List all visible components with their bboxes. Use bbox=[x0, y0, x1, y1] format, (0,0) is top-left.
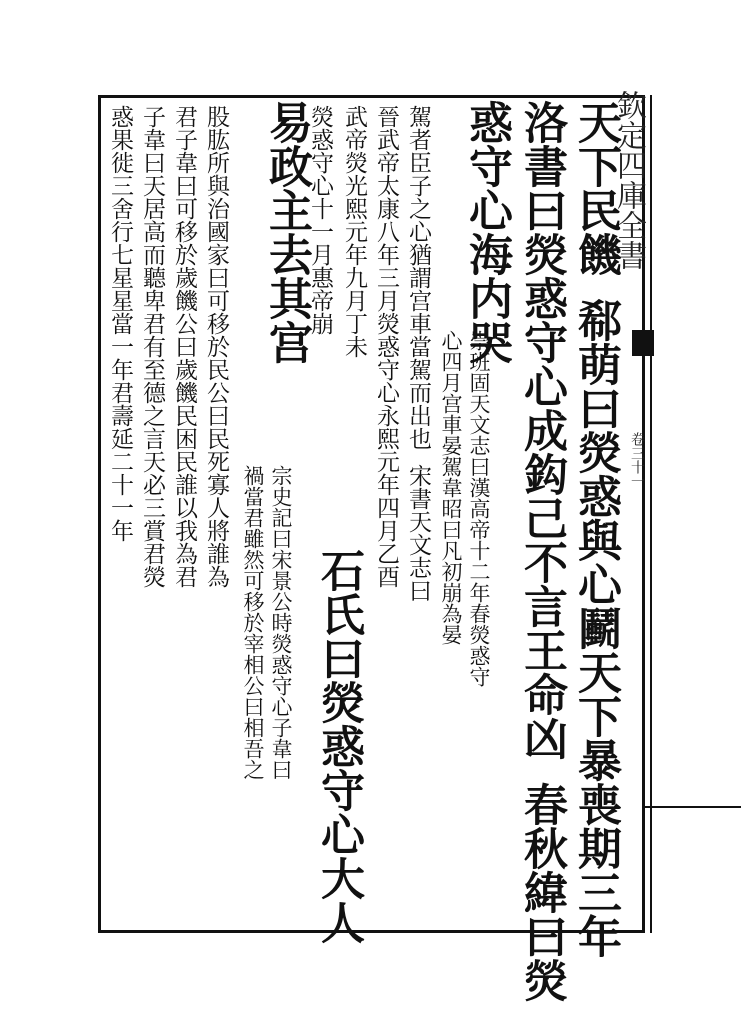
text-column-4 bbox=[466, 330, 491, 687]
annotation-text: 駕者臣子之心猶謂宫車當駕而出也 bbox=[405, 105, 431, 450]
text-column-10 bbox=[260, 100, 312, 364]
annotation-text: 心四月宫車晏駕韋昭曰凡初崩為晏 bbox=[439, 330, 463, 645]
annotation-text: 熒惑守心十一月惠帝崩 bbox=[307, 105, 333, 335]
annotation-text: 子韋曰天居高而聽卑君有至德之言天必三賞君熒 bbox=[139, 105, 165, 588]
fold-tick-line bbox=[642, 806, 741, 808]
main-text: 洛書曰熒惑守心成鈎己不言王命凶 bbox=[516, 100, 567, 760]
frame-left-border bbox=[98, 95, 101, 933]
text-column-15 bbox=[138, 105, 165, 588]
juan-number: 卷三十一 bbox=[629, 432, 645, 488]
text-column-11 bbox=[268, 465, 293, 780]
annotation-text: 禍當君雖然可移於宰相公曰相吾之 bbox=[241, 465, 265, 780]
annotation-text: 武帝熒光熙元年九月丁未 bbox=[341, 105, 367, 358]
text-column-3 bbox=[460, 100, 512, 364]
annotation-text: 惑果徙三舍行七星星當一年君壽延二十一年 bbox=[107, 105, 133, 542]
text-column-1 bbox=[569, 100, 621, 958]
main-text: 天下民饑 bbox=[570, 100, 621, 276]
annotation-text: 晉武帝太康八年三月熒惑守心永熙元年四月乙酉 bbox=[373, 105, 399, 588]
annotation-text: 崇班固天文志曰漢高帝十二年春熒惑守 bbox=[467, 330, 491, 687]
text-column-6 bbox=[404, 105, 431, 602]
text-column-9b bbox=[312, 548, 364, 944]
text-column-16 bbox=[106, 105, 133, 542]
main-text: 惑守心海内哭 bbox=[461, 100, 512, 364]
main-text: 易政主去其宫 bbox=[261, 100, 312, 364]
text-column-12 bbox=[240, 465, 265, 780]
annotation-text: 宋書天文志曰 bbox=[405, 464, 431, 602]
annotation-text: 君子韋曰可移於歲饑公曰歲饑民困民誰以我為君 bbox=[171, 105, 197, 588]
main-text: 春秋緯曰熒 bbox=[516, 782, 567, 1002]
running-title: 欽定四庫全書 bbox=[611, 90, 646, 270]
annotation-text: 股肱所與治國家曰可移於民公曰民死寡人將誰為 bbox=[203, 105, 229, 588]
text-column-2 bbox=[515, 100, 567, 1002]
annotation-text: 宗史記曰宋景公時熒惑守心子韋曰 bbox=[269, 465, 293, 780]
text-column-13 bbox=[202, 105, 229, 588]
text-column-7 bbox=[372, 105, 399, 588]
text-column-8 bbox=[340, 105, 367, 358]
fold-fishtail-mark bbox=[632, 330, 654, 356]
frame-top-border bbox=[98, 95, 643, 98]
main-text: 郗萌曰熒惑與心鬬天下暴喪期三年 bbox=[570, 298, 621, 958]
main-text: 石氏曰熒惑守心大人 bbox=[313, 548, 364, 944]
text-column-14 bbox=[170, 105, 197, 588]
text-column-5 bbox=[438, 330, 463, 645]
